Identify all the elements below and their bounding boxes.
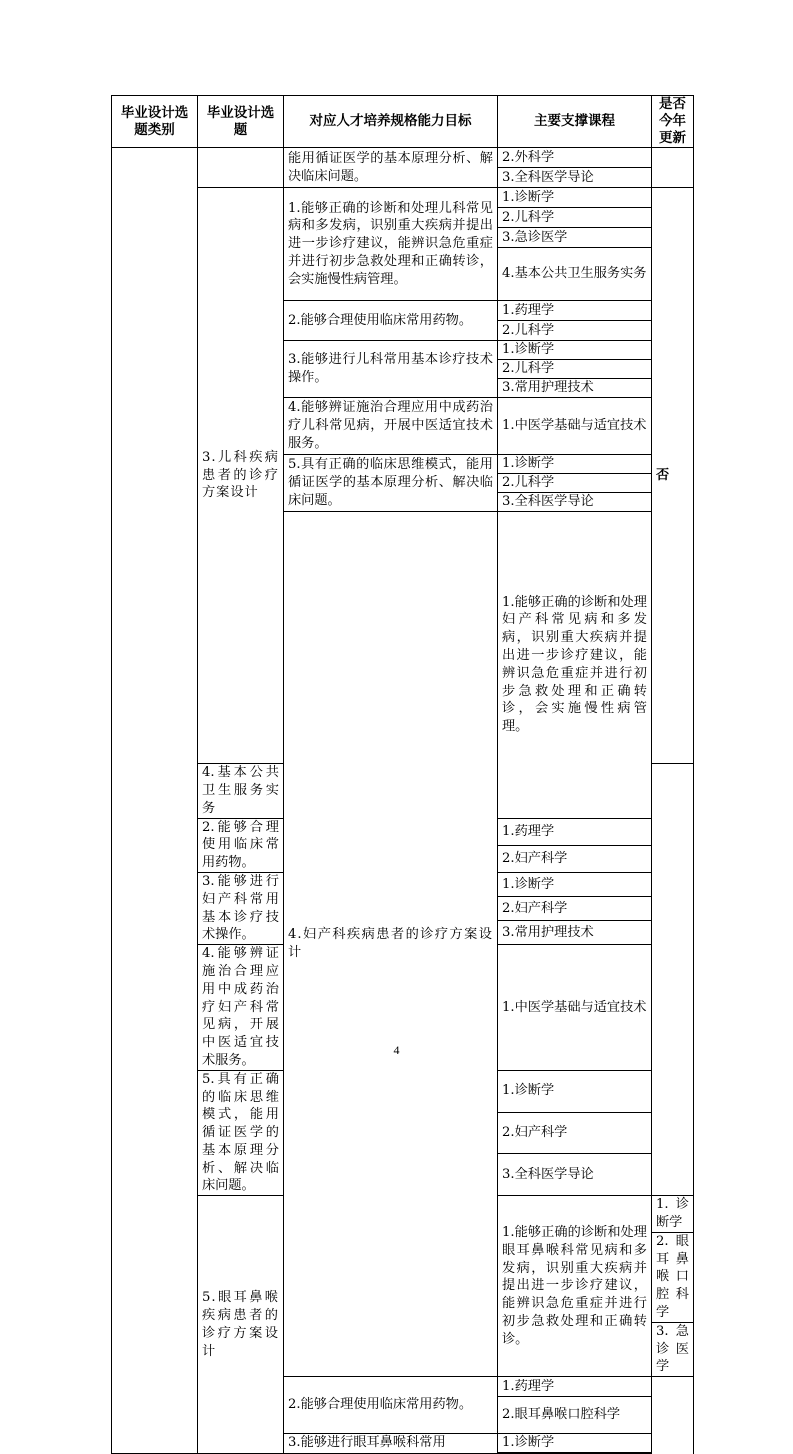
course-cell: 1.药理学	[498, 301, 652, 321]
course-cell: 1.中医学基础与适宜技术	[498, 945, 652, 1071]
course-cell: 1.诊断学	[498, 872, 652, 896]
goal-cell: 3.能够进行眼耳鼻喉科常用	[284, 1434, 498, 1454]
goal-cell: 3.能够进行儿科常用基本诊疗技术操作。	[284, 341, 498, 398]
course-cell: 1.诊断学	[498, 1070, 652, 1112]
course-cell: 1.药理学	[498, 1377, 652, 1397]
header-row	[112, 96, 694, 148]
goal-cell: 5.具有正确的临床思维模式，能用循证医学的基本原理分析、解决临床问题。	[198, 1070, 284, 1196]
goal-cell: 4.能够辨证施治合理应用中成药治疗妇产科常见病，开展中医适宜技术服务。	[198, 945, 284, 1071]
goal-cell: 4.能够辨证施治合理应用中成药治疗儿科常见病，开展中医适宜技术服务。	[284, 398, 498, 455]
course-cell: 3.急诊医学	[652, 1322, 694, 1376]
goal-cell: 2.能够合理使用临床常用药物。	[198, 818, 284, 872]
topic-cell-pediatrics: 3.儿科疾病患者的诊疗方案设计	[198, 188, 284, 764]
course-cell: 3.常用护理技术	[498, 921, 652, 945]
course-cell: 1.诊断学	[498, 1434, 652, 1453]
course-cell: 2.妇产科学	[498, 845, 652, 872]
course-cell: 2.眼耳鼻喉口腔科学	[652, 1232, 694, 1322]
course-cell: 2.眼耳鼻喉口腔科学	[498, 1397, 652, 1434]
header-updated: 是否今年更新	[652, 96, 694, 148]
header-courses: 主要支撑课程	[498, 96, 652, 148]
page-number: 4	[393, 1043, 400, 1057]
course-cell: 2.儿科学	[498, 360, 652, 379]
course-cell: 2.儿科学	[498, 321, 652, 341]
updated-cell: 否	[652, 188, 694, 764]
course-cell: 2.妇产科学	[498, 1112, 652, 1154]
topic-cell-continued	[198, 148, 284, 188]
course-cell: 1.诊断学	[498, 455, 652, 474]
goal-cell: 3.能够进行妇产科常用基本诊疗技术操作。	[198, 872, 284, 944]
updated-cell	[652, 148, 694, 188]
goal-cell: 2.能够合理使用临床常用药物。	[284, 301, 498, 341]
course-cell: 3.常用护理技术	[498, 379, 652, 398]
course-cell: 3.全科医学导论	[498, 168, 652, 188]
course-cell: 2.儿科学	[498, 474, 652, 493]
curriculum-table	[111, 95, 694, 1454]
table-row	[112, 188, 694, 208]
course-cell: 1.诊断学	[498, 341, 652, 360]
table-row	[112, 148, 694, 168]
course-cell: 2.儿科学	[498, 208, 652, 228]
goal-cell: 能用循证医学的基本原理分析、解决临床问题。	[284, 148, 498, 188]
course-cell: 1.中医学基础与适宜技术	[498, 398, 652, 455]
course-cell: 1.诊断学	[652, 1196, 694, 1233]
course-cell: 3.全科医学导论	[498, 493, 652, 512]
course-cell: 3.急诊医学	[498, 228, 652, 248]
goal-cell: 5.具有正确的临床思维模式，能用循证医学的基本原理分析、解决临床问题。	[284, 455, 498, 512]
goal-cell: 1.能够正确的诊断和处理妇产科常见病和多发病，识别重大疾病并提出进一步诊疗建议，能辨识急危重症并进行初步急救处理和正确转诊，会实施慢性病管理。	[498, 512, 652, 819]
header-goal: 对应人才培养规格能力目标	[284, 96, 498, 148]
goal-cell: 1.能够正确的诊断和处理儿科常见病和多发病，识别重大疾病并提出进一步诊疗建议，能辨识急危重症并进行初步急救处理和正确转诊，会实施慢性病管理。	[284, 188, 498, 301]
course-cell: 4.基本公共卫生服务实务	[198, 764, 284, 818]
goal-cell: 2.能够合理使用临床常用药物。	[284, 1377, 498, 1434]
course-cell: 4.基本公共卫生服务实务	[498, 248, 652, 301]
course-cell: 2.妇产科学	[498, 897, 652, 921]
header-category: 毕业设计选题类别	[112, 96, 198, 148]
goal-cell: 1.能够正确的诊断和处理眼耳鼻喉科常见病和多发病，识别重大疾病并提出进一步诊疗建议，能辨识急危重症并进行初步急救处理和正确转诊。	[498, 1196, 652, 1377]
course-cell: 1.药理学	[498, 818, 652, 845]
topic-cell-obstetrics: 4.妇产科疾病患者的诊疗方案设计	[284, 512, 498, 1377]
course-cell: 1.诊断学	[498, 188, 652, 208]
topic-cell-ent: 5.眼耳鼻喉疾病患者的诊疗方案设计	[198, 1196, 284, 1454]
course-cell: 3.全科医学导论	[498, 1154, 652, 1196]
course-cell: 2.外科学	[498, 148, 652, 168]
header-topic: 毕业设计选题	[198, 96, 284, 148]
category-cell	[112, 148, 198, 1454]
